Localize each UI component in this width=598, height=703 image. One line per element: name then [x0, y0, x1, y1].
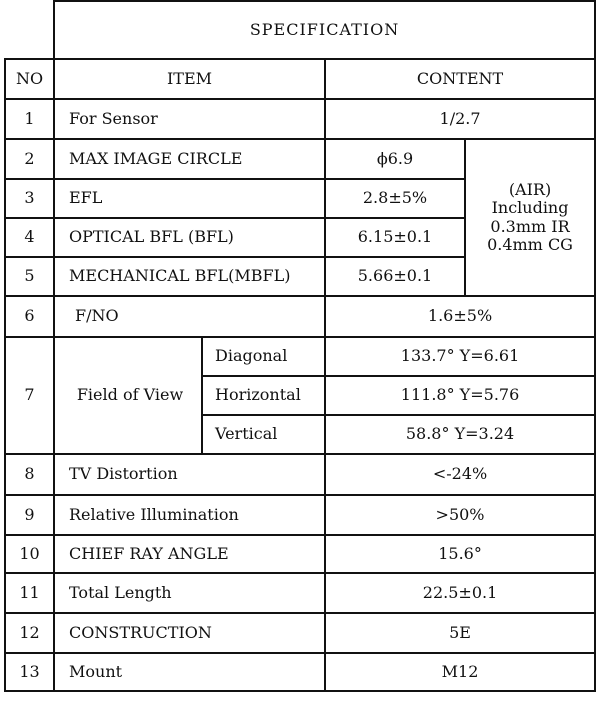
fov-label-diagonal: Diagonal — [202, 337, 325, 376]
table-row — [5, 454, 595, 495]
fov-value-vertical: 58.8° Y=3.24 — [325, 415, 595, 454]
row-number: 8 — [5, 454, 54, 495]
table-row — [5, 296, 595, 337]
row-content: 1/2.7 — [325, 99, 595, 139]
fov-value-diagonal: 133.7° Y=6.61 — [325, 337, 595, 376]
row-content: ϕ6.9 — [325, 139, 465, 179]
row-number: 7 — [5, 337, 54, 454]
fov-label-horizontal: Horizontal — [202, 376, 325, 415]
row-item: MECHANICAL BFL(MBFL) — [54, 257, 325, 296]
row-number: 5 — [5, 257, 54, 296]
row-item: Relative Illumination — [54, 495, 325, 535]
row-number: 4 — [5, 218, 54, 257]
row-item: For Sensor — [54, 99, 325, 139]
row-content: M12 — [325, 653, 595, 691]
row-content: 2.8±5% — [325, 179, 465, 218]
row-item: CONSTRUCTION — [54, 613, 325, 653]
row-item: TV Distortion — [54, 454, 325, 495]
table-row — [5, 613, 595, 653]
row-number: 13 — [5, 653, 54, 691]
fov-label-vertical: Vertical — [202, 415, 325, 454]
row-item: MAX IMAGE CIRCLE — [54, 139, 325, 179]
row-content: <-24% — [325, 454, 595, 495]
header-row — [5, 59, 595, 99]
header-no: NO — [5, 59, 54, 99]
table-row — [5, 573, 595, 613]
row-number: 9 — [5, 495, 54, 535]
row-number: 1 — [5, 99, 54, 139]
header-item: ITEM — [54, 59, 325, 99]
row-item: OPTICAL BFL (BFL) — [54, 218, 325, 257]
row-number: 2 — [5, 139, 54, 179]
row-number: 3 — [5, 179, 54, 218]
specification-table — [4, 0, 596, 692]
table-title: SPECIFICATION — [54, 1, 595, 59]
fov-row-diagonal — [5, 337, 595, 376]
row-number: 6 — [5, 296, 54, 337]
row-item: Total Length — [54, 573, 325, 613]
title-corner — [5, 1, 54, 59]
table-row — [5, 653, 595, 691]
fov-value-horizontal: 111.8° Y=5.76 — [325, 376, 595, 415]
fov-item: Field of View — [54, 337, 202, 454]
row-content: 5E — [325, 613, 595, 653]
row-content: 1.6±5% — [325, 296, 595, 337]
row-content: >50% — [325, 495, 595, 535]
table-row — [5, 99, 595, 139]
air-note-line: Including — [491, 198, 569, 218]
row-item: CHIEF RAY ANGLE — [54, 535, 325, 573]
air-note-line: 0.4mm CG — [487, 234, 573, 254]
row-content: 6.15±0.1 — [325, 218, 465, 257]
row-content: 15.6° — [325, 535, 595, 573]
table-row — [5, 139, 595, 179]
row-content: 22.5±0.1 — [325, 573, 595, 613]
row-item: Mount — [54, 653, 325, 691]
row-item: F/NO — [54, 296, 325, 337]
air-note — [465, 139, 595, 296]
row-item: EFL — [54, 179, 325, 218]
row-number: 11 — [5, 573, 54, 613]
air-note-line: 0.3mm IR — [490, 216, 570, 236]
title-row — [5, 1, 595, 59]
header-content: CONTENT — [325, 59, 595, 99]
row-number: 10 — [5, 535, 54, 573]
air-note-line: (AIR) — [508, 179, 552, 199]
row-number: 12 — [5, 613, 54, 653]
table-row — [5, 535, 595, 573]
row-content: 5.66±0.1 — [325, 257, 465, 296]
table-row — [5, 495, 595, 535]
